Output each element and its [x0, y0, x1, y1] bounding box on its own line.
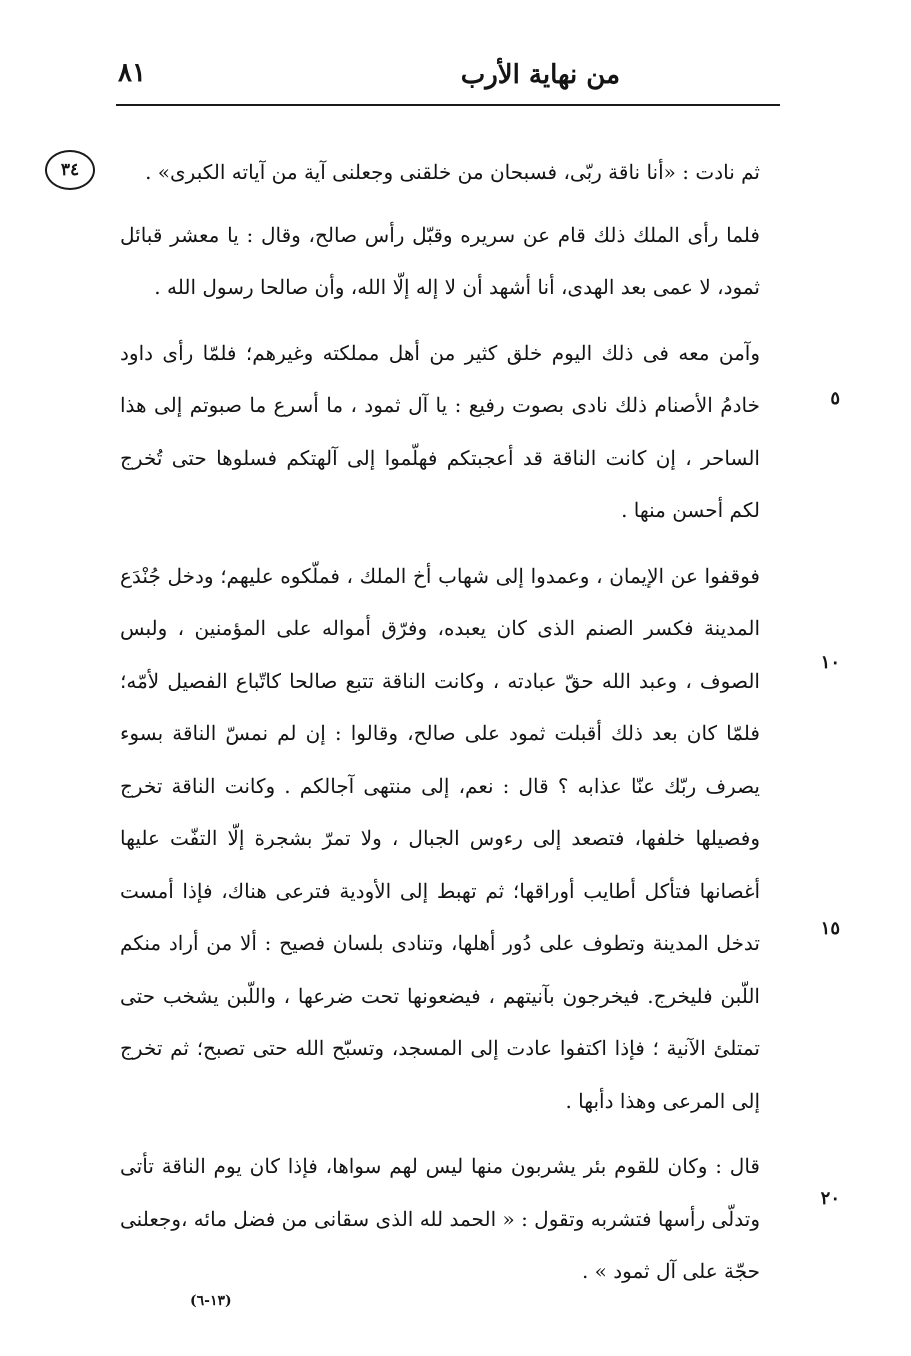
- line-number-15: ١٥: [820, 918, 840, 939]
- page-number: ٨١: [118, 58, 146, 88]
- line-number-20: ٢٠: [820, 1188, 840, 1209]
- header-rule: [116, 104, 780, 106]
- section-number: ٣٤: [60, 160, 80, 180]
- paragraph: وآمن معه فى ذلك اليوم خلق كثير من أهل مملكته وغيرهم؛ فلمّا رأى داود خادمُ الأصنام ذلك نادى بصوت رفيع : يا آل ثمود ، ما أسرع ما صبوتم إلى هذا الساحر ، إن كانت الناقة قد أعجبتكم فهلّموا إلى آلهتكم فسلوها حتى تُخرج لكم أحسن منها .: [120, 340, 760, 522]
- paragraph: فوقفوا عن الإيمان ، وعمدوا إلى شهاب أخ الملك ، فملّكوه عليهم؛ ودخل جُنْدَع المدينة فكسر الصنم الذى كان يعبده، وفرّق أمواله على المؤمنين ، ولبس الصوف ، وعبد الله حقّ عبادته ، وكانت الناقة تتبع صالحا كاتّباع الفصيل لأمّه؛ فلمّا كان بعد ذلك أقبلت ثمود على صالح، وقالوا : إن لم نمسّ الناقة بسوء يصرف ربّك عنّا عذابه ؟ قال : نعم، إلى منتهى آجالكم . وكانت الناقة تخرج وفصيلها خلفها، فتصعد إلى رءوس الجبال ، ولا تمرّ بشجرة إلّا التفّت عليها أغصانها فتأكل أطايب أوراقها؛ ثم تهبط إلى الأودية فترعى هناك، فإذا أمست تدخل المدينة وتطوف على دُور أهلها، وتنادى بلسان فصيح : ألا من أراد منكم اللّبن فليخرج. فيخرجون بآنيتهم ، فيضعونها تحت ضرعها ، واللّبن يشخب حتى تمتلئ الآنية ؛ فإذا اكتفوا عادت إلى المسجد، وتسبّح الله حتى تصبح؛ ثم تخرج إلى المرعى وهذا دأبها .: [120, 563, 760, 1113]
- signature-mark: (١٣-٦): [190, 1293, 232, 1309]
- section-number-badge: [45, 150, 95, 190]
- line-number-10: ١٠: [820, 652, 840, 673]
- line-number-5: ٥: [830, 388, 840, 409]
- body-text: [120, 146, 760, 1311]
- paragraph: فلما رأى الملك ذلك قام عن سريره وقبّل رأس صالح، وقال : يا معشر قبائل ثمود، لا عمى بعد الهدى، أنا أشهد أن لا إله إلّا الله، وأن صالحا رسول الله .: [120, 222, 760, 299]
- running-header: [118, 56, 780, 106]
- paragraph: قال : وكان للقوم بئر يشربون منها ليس لهم سواها، فإذا كان يوم الناقة تأتى وتدلّى رأسها فتشربه وتقول : « الحمد لله الذى سقانى من فضل مائه ،وجعلنى حجّة على آل ثمود » .: [120, 1154, 760, 1283]
- book-title: من نهاية الأرب: [460, 60, 620, 90]
- paragraph: ثم نادت : «أنا ناقة ربّى، فسبحان من خلقنى وجعلنى آية من آياته الكبرى» .: [145, 160, 760, 184]
